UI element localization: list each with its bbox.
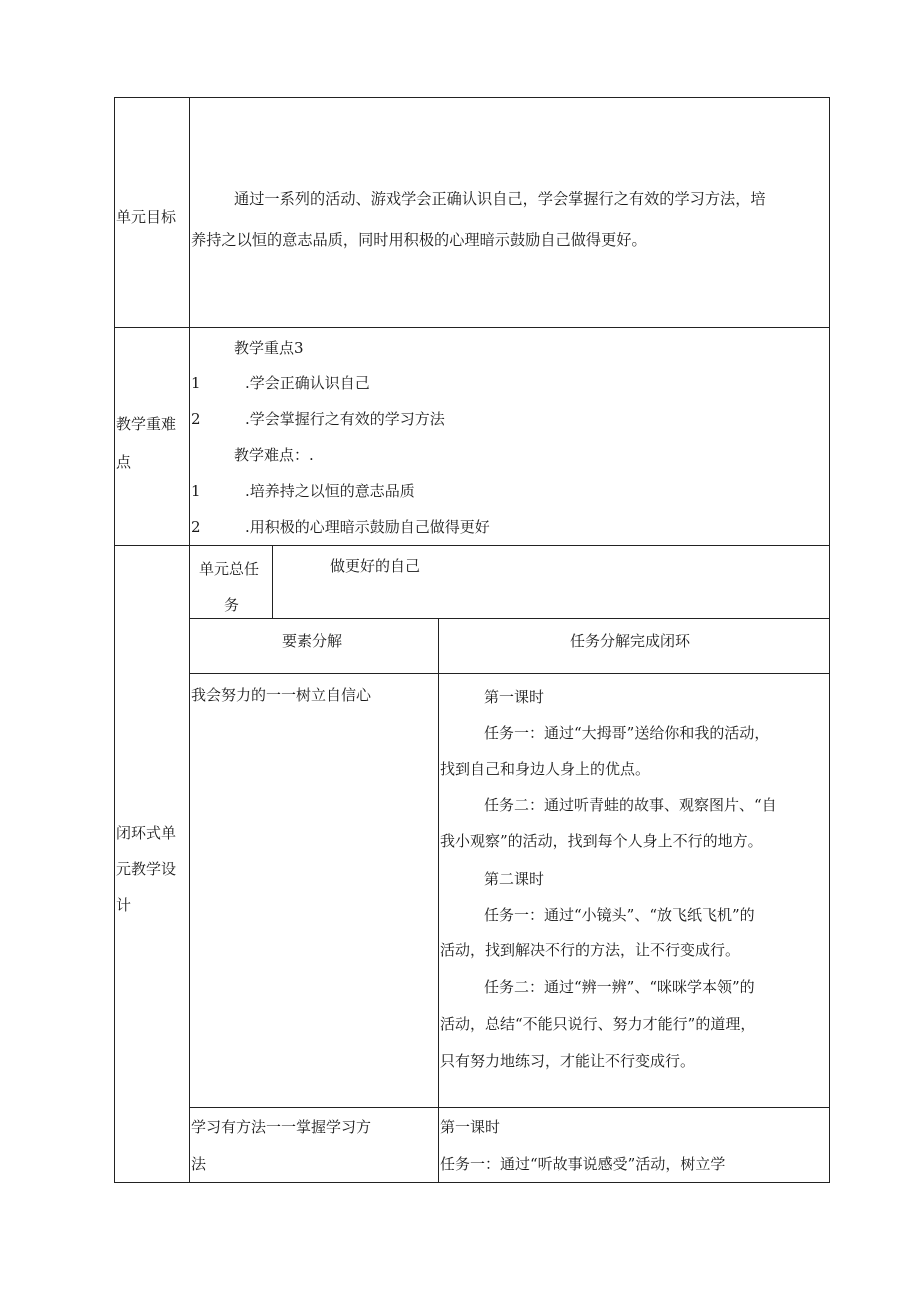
- task-line: 第一课时: [440, 1118, 501, 1136]
- element-column-divider: [438, 618, 439, 1183]
- task-line: 第二课时: [484, 870, 545, 888]
- unit-goal-text-line1: 通过一系列的活动、游戏学会正确认识自己，学会掌握行之有效的学习方法，培: [234, 190, 766, 208]
- difficulty-item-1-text: .培养持之以恒的意志品质: [245, 482, 415, 500]
- difficulty-item-2-num: 2: [191, 518, 201, 536]
- task-line: 任务一：通过“听故事说感受”活动，树立学: [440, 1155, 726, 1173]
- column-header-tasks: 任务分解完成闭环: [570, 632, 691, 650]
- task-line: 活动，找到解决不行的方法，让不行变成行。: [440, 941, 741, 959]
- key-points-label-line1: 教学重难: [116, 415, 177, 433]
- row-divider-keypoints: [114, 545, 830, 546]
- task-line: 任务二：通过听青蛙的故事、观察图片、“自: [484, 796, 777, 814]
- element-2-line2: 法: [191, 1155, 207, 1173]
- unit-goal-text-line2: 养持之以恒的意志品质，同时用积极的心理暗示鼓励自己做得更好。: [191, 231, 647, 249]
- difficulty-item-1-num: 1: [191, 482, 201, 500]
- difficulty-heading: 教学难点：.: [234, 446, 314, 464]
- label-column-divider: [189, 97, 190, 1183]
- focus-item-2-text: .学会掌握行之有效的学习方法: [245, 410, 445, 428]
- task-line: 活动，总结“不能只说行、努力才能行”的道理，: [440, 1015, 756, 1033]
- closed-loop-label-line2: 元教学设: [116, 860, 177, 878]
- closed-loop-label-line3: 计: [116, 896, 132, 914]
- total-task-bottom: [189, 618, 830, 619]
- column-header-elements: 要素分解: [282, 632, 343, 650]
- key-points-label-line2: 点: [116, 453, 132, 471]
- closed-loop-label-line1: 闭环式单: [116, 824, 177, 842]
- total-task-label-line1: 单元总任: [199, 560, 260, 578]
- task-line: 任务一：通过“小镜头”、“放飞纸飞机”的: [484, 906, 755, 924]
- element-2-line1: 学习有方法一一掌握学习方: [191, 1118, 372, 1136]
- header-row-bottom: [189, 673, 830, 674]
- focus-item-1-text: .学会正确认识自己: [245, 374, 370, 392]
- total-task-label-line2: 务: [224, 596, 240, 614]
- total-task-divider: [272, 545, 273, 618]
- task-line: 我小观察”的活动，找到每个人身上不行的地方。: [440, 832, 763, 850]
- task-line: 找到自己和身边人身上的优点。: [440, 760, 651, 778]
- task-line: 第一课时: [484, 688, 545, 706]
- task-line: 任务二：通过“辨一辨”、“咪咪学本领”的: [484, 978, 755, 996]
- focus-item-1-num: 1: [191, 374, 201, 392]
- row-divider-element1: [189, 1107, 830, 1108]
- unit-goal-label: 单元目标: [116, 208, 177, 226]
- difficulty-item-2-text: .用积极的心理暗示鼓励自己做得更好: [245, 518, 490, 536]
- focus-item-2-num: 2: [191, 410, 201, 428]
- total-task-value: 做更好的自己: [330, 557, 421, 575]
- task-line: 任务一：通过“大拇哥”送给你和我的活动，: [484, 724, 770, 742]
- focus-heading: 教学重点3: [234, 339, 304, 357]
- row-divider-goal: [114, 327, 830, 328]
- task-line: 只有努力地练习，才能让不行变成行。: [440, 1052, 696, 1070]
- element-1: 我会努力的一一树立自信心: [191, 686, 372, 704]
